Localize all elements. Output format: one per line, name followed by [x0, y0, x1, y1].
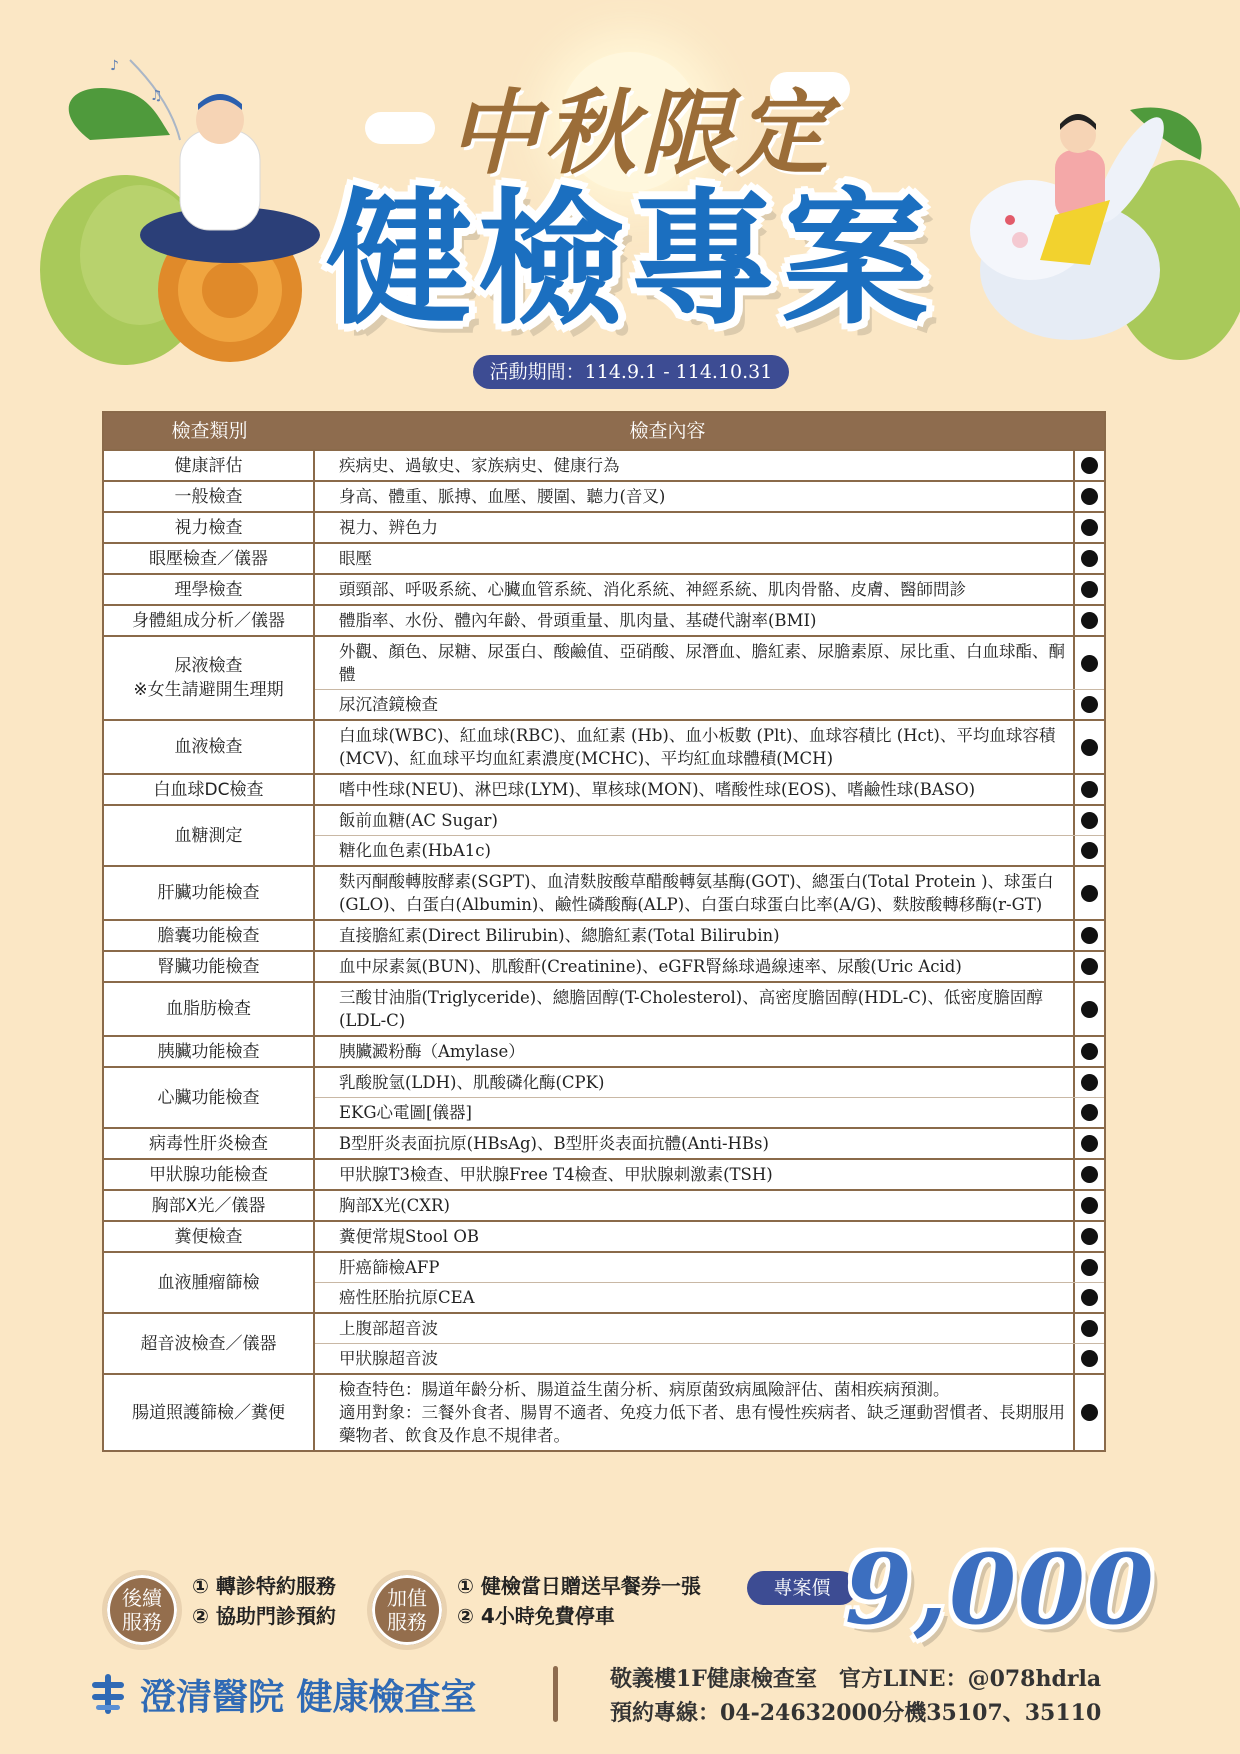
category-label: 身體組成分析／儀器	[132, 610, 285, 631]
list-item	[315, 921, 1104, 950]
item-text: 上腹部超音波	[339, 1319, 438, 1338]
category-label: 健康評估	[174, 455, 243, 476]
category-label: 心臟功能檢查	[157, 1087, 260, 1108]
list-item	[315, 1253, 1104, 1282]
included-cell	[1075, 806, 1104, 835]
list-item	[315, 1343, 1104, 1373]
table-row	[104, 511, 1104, 542]
item-text: 視力、辨色力	[339, 518, 438, 537]
list-item	[315, 637, 1104, 689]
item-content	[315, 836, 1075, 865]
value-service-label: 加值 服務	[387, 1586, 427, 1634]
category-label: 腸道照護篩檢／糞便	[132, 1402, 285, 1423]
item-content	[315, 775, 1075, 804]
value-item: ② 4小時免費停車	[457, 1604, 615, 1628]
item-text: 肝癌篩檢AFP	[339, 1258, 440, 1277]
value-service-list	[457, 1571, 701, 1631]
included-dot-icon	[1081, 1074, 1098, 1091]
list-item	[315, 1097, 1104, 1127]
category-cell	[104, 921, 315, 950]
item-text: 甲狀腺T3檢查、甲狀腺Free T4檢查、甲狀腺刺激素(TSH)	[339, 1165, 773, 1184]
list-item	[315, 451, 1104, 480]
included-dot-icon	[1081, 958, 1098, 975]
header-category: 檢查類別	[171, 420, 248, 442]
category-cell	[104, 1314, 315, 1373]
item-text: 血中尿素氮(BUN)、肌酸酐(Creatinine)、eGFR腎絲球過線速率、尿酸(Uric Acid)	[339, 957, 962, 976]
item-list	[315, 637, 1104, 719]
category-cell	[104, 1068, 315, 1127]
category-label: 血液腫瘤篩檢	[157, 1272, 260, 1293]
item-list	[315, 1314, 1104, 1373]
price-label: 專案價	[747, 1571, 857, 1605]
item-text: 白血球(WBC)、紅血球(RBC)、血紅素 (Hb)、血小板數 (Plt)、血球容積比 (Hct)、平均血球容積(MCV)、紅血球平均血紅素濃度(MCHC)、平均紅血球體積(MCH)	[339, 726, 1056, 768]
pomelo-boy-illustration	[30, 40, 330, 370]
item-list	[315, 867, 1104, 919]
included-dot-icon	[1081, 812, 1098, 829]
included-cell	[1075, 1191, 1104, 1220]
item-text: 嗜中性球(NEU)、淋巴球(LYM)、單核球(MON)、嗜酸性球(EOS)、嗜鹼性球(BASO)	[339, 780, 976, 799]
category-label: 理學檢查	[174, 579, 243, 600]
table-row	[104, 773, 1104, 804]
included-dot-icon	[1081, 550, 1098, 567]
category-cell	[104, 867, 315, 919]
category-label: 尿液檢查 ※女生請避開生理期	[133, 656, 284, 700]
included-cell	[1075, 1068, 1104, 1097]
included-cell	[1075, 1253, 1104, 1282]
category-cell	[104, 721, 315, 773]
included-cell	[1075, 867, 1104, 919]
list-item	[315, 1282, 1104, 1312]
included-dot-icon	[1081, 655, 1098, 672]
table-row	[104, 1066, 1104, 1127]
item-content	[315, 983, 1075, 1035]
included-dot-icon	[1081, 1289, 1098, 1306]
category-label: 胸部X光／儀器	[151, 1195, 266, 1216]
category-cell	[104, 637, 315, 719]
price-value: 9,000	[845, 1533, 1156, 1646]
included-cell	[1075, 482, 1104, 511]
item-text: EKG心電圖[儀器]	[339, 1103, 472, 1122]
category-cell	[104, 544, 315, 573]
hospital-name: 澄清醫院 健康檢查室	[140, 1676, 477, 1718]
hospital-brand	[88, 1666, 477, 1722]
value-item: ① 健檢當日贈送早餐券一張	[457, 1574, 701, 1598]
item-text: 糞便常規Stool OB	[339, 1227, 479, 1246]
included-dot-icon	[1081, 1197, 1098, 1214]
item-content	[315, 606, 1075, 635]
item-list	[315, 544, 1104, 573]
item-content	[315, 1129, 1075, 1158]
included-cell	[1075, 544, 1104, 573]
category-label: 血液檢查	[174, 737, 243, 757]
list-item	[315, 983, 1104, 1035]
category-cell	[104, 1253, 315, 1312]
included-dot-icon	[1081, 696, 1098, 713]
item-content	[315, 544, 1075, 573]
item-content	[315, 867, 1075, 919]
item-list	[315, 1191, 1104, 1220]
contact-line-phone: 預約專線：04-24632000分機35107、35110	[610, 1700, 1102, 1726]
list-item	[315, 1160, 1104, 1189]
followup-item: ② 協助門診預約	[192, 1604, 336, 1628]
item-text: 疾病史、過敏史、家族病史、健康行為	[339, 456, 620, 475]
list-item	[315, 952, 1104, 981]
item-content	[315, 1160, 1075, 1189]
included-dot-icon	[1081, 612, 1098, 629]
included-cell	[1075, 575, 1104, 604]
included-dot-icon	[1081, 1404, 1098, 1421]
included-dot-icon	[1081, 1320, 1098, 1337]
list-item	[315, 1375, 1104, 1450]
followup-service-list	[192, 1571, 336, 1631]
category-cell	[104, 1037, 315, 1066]
event-period-badge: 活動期間：114.9.1 - 114.10.31	[473, 355, 789, 389]
item-text: 胰臟澱粉酶（Amylase）	[339, 1042, 525, 1061]
table-row	[104, 1312, 1104, 1373]
table-row	[104, 804, 1104, 865]
item-content	[315, 637, 1075, 689]
category-label: 腎臟功能檢查	[157, 956, 260, 977]
category-label: 血糖測定	[174, 825, 243, 846]
category-cell	[104, 575, 315, 604]
item-text: 甲狀腺超音波	[339, 1349, 438, 1368]
included-dot-icon	[1081, 519, 1098, 536]
list-item	[315, 1191, 1104, 1220]
item-content	[315, 721, 1075, 773]
item-list	[315, 575, 1104, 604]
table-row	[104, 573, 1104, 604]
category-cell	[104, 806, 315, 865]
table-row	[104, 950, 1104, 981]
item-list	[315, 1129, 1104, 1158]
item-content	[315, 1375, 1075, 1450]
included-dot-icon	[1081, 1001, 1098, 1018]
value-service-badge	[367, 1570, 447, 1650]
item-list	[315, 451, 1104, 480]
category-label: 膽囊功能檢查	[157, 925, 260, 946]
table-row	[104, 1158, 1104, 1189]
table-row	[104, 1220, 1104, 1251]
included-cell	[1075, 606, 1104, 635]
included-cell	[1075, 983, 1104, 1035]
item-text: 三酸甘油脂(Triglyceride)、總膽固醇(T-Cholesterol)、高密度膽固醇(HDL-C)、低密度膽固醇(LDL-C)	[339, 988, 1043, 1030]
item-content	[315, 513, 1075, 542]
included-cell	[1075, 775, 1104, 804]
item-list	[315, 721, 1104, 773]
included-cell	[1075, 1037, 1104, 1066]
item-content	[315, 1253, 1075, 1282]
included-cell	[1075, 1375, 1104, 1450]
category-cell	[104, 952, 315, 981]
included-cell	[1075, 921, 1104, 950]
list-item	[315, 575, 1104, 604]
included-dot-icon	[1081, 781, 1098, 798]
table-row	[104, 1251, 1104, 1312]
svg-text:♫: ♫	[150, 88, 163, 104]
item-content	[315, 952, 1075, 981]
table-row	[104, 1127, 1104, 1158]
item-text: 飯前血糖(AC Sugar)	[339, 811, 498, 830]
category-cell	[104, 513, 315, 542]
item-text: B型肝炎表面抗原(HBsAg)、B型肝炎表面抗體(Anti-HBs)	[339, 1134, 769, 1153]
included-cell	[1075, 1129, 1104, 1158]
category-cell	[104, 1375, 315, 1450]
item-list	[315, 921, 1104, 950]
category-label: 血脂肪檢查	[166, 999, 251, 1019]
item-content	[315, 575, 1075, 604]
included-cell	[1075, 1222, 1104, 1251]
item-content	[315, 806, 1075, 835]
contact-line-location: 敬義樓1F健康檢查室 官方LINE：@078hdrla	[610, 1666, 1102, 1692]
list-item	[315, 1068, 1104, 1097]
item-list	[315, 482, 1104, 511]
category-label: 超音波檢查／儀器	[140, 1333, 277, 1354]
followup-service-label: 後續 服務	[122, 1586, 162, 1634]
item-list	[315, 606, 1104, 635]
list-item	[315, 544, 1104, 573]
item-text: 外觀、顏色、尿糖、尿蛋白、酸鹼值、亞硝酸、尿潛血、膽紅素、尿膽素原、尿比重、白血球酯、酮體	[339, 642, 1065, 684]
category-cell	[104, 983, 315, 1035]
category-label: 眼壓檢查／儀器	[149, 548, 268, 569]
title-main: 健檢專案	[326, 175, 934, 345]
item-text: 胸部X光(CXR)	[339, 1196, 450, 1215]
included-cell	[1075, 1344, 1104, 1373]
list-item	[315, 606, 1104, 635]
category-cell	[104, 606, 315, 635]
included-dot-icon	[1081, 1043, 1098, 1060]
list-item	[315, 1222, 1104, 1251]
included-cell	[1075, 721, 1104, 773]
item-text: 頭頸部、呼吸系統、心臟血管系統、消化系統、神經系統、肌肉骨骼、皮膚、醫師問診	[339, 580, 966, 599]
contact-info	[610, 1662, 1101, 1730]
item-content	[315, 1314, 1075, 1343]
table-row	[104, 1035, 1104, 1066]
category-cell	[104, 1191, 315, 1220]
item-list	[315, 1068, 1104, 1127]
item-content	[315, 921, 1075, 950]
item-list	[315, 1160, 1104, 1189]
category-label: 病毒性肝炎檢查	[149, 1133, 268, 1154]
category-label: 視力檢查	[174, 517, 243, 538]
item-list	[315, 1222, 1104, 1251]
table-row	[104, 542, 1104, 573]
item-list	[315, 806, 1104, 865]
item-content	[315, 1068, 1075, 1097]
included-cell	[1075, 513, 1104, 542]
category-label: 肝臟功能檢查	[157, 883, 260, 903]
included-dot-icon	[1081, 581, 1098, 598]
included-dot-icon	[1081, 1350, 1098, 1367]
table-row	[104, 449, 1104, 480]
item-content	[315, 1222, 1075, 1251]
category-cell	[104, 775, 315, 804]
item-text: 麩丙酮酸轉胺酵素(SGPT)、血清麩胺酸草醋酸轉氨基酶(GOT)、總蛋白(Total Protein )、球蛋白(GLO)、白蛋白(Albumin)、鹼性磷酸酶(ALP)、白蛋白球蛋白比率(A/G)、麩胺酸轉移酶(r-GT)	[339, 872, 1054, 914]
table-header	[104, 413, 1104, 449]
table-row	[104, 635, 1104, 719]
included-dot-icon	[1081, 1135, 1098, 1152]
included-cell	[1075, 690, 1104, 719]
list-item	[315, 1314, 1104, 1343]
included-dot-icon	[1081, 927, 1098, 944]
list-item	[315, 1129, 1104, 1158]
item-list	[315, 1375, 1104, 1450]
category-label: 胰臟功能檢查	[157, 1041, 260, 1062]
category-cell	[104, 482, 315, 511]
title-top: 中秋限定	[447, 79, 832, 187]
included-dot-icon	[1081, 842, 1098, 859]
item-content	[315, 690, 1075, 719]
item-list	[315, 952, 1104, 981]
included-cell	[1075, 952, 1104, 981]
item-content	[315, 482, 1075, 511]
table-row	[104, 981, 1104, 1035]
list-item	[315, 775, 1104, 804]
included-cell	[1075, 451, 1104, 480]
list-item	[315, 482, 1104, 511]
item-content	[315, 1344, 1075, 1373]
checkup-table	[102, 411, 1106, 1452]
item-content	[315, 1283, 1075, 1312]
category-label: 一般檢查	[174, 486, 243, 507]
svg-text:♪: ♪	[110, 58, 119, 74]
table-row	[104, 919, 1104, 950]
item-text: 尿沉渣鏡檢查	[339, 695, 438, 714]
item-text: 體脂率、水份、體內年齡、骨頭重量、肌肉量、基礎代謝率(BMI)	[339, 611, 817, 630]
list-item	[315, 806, 1104, 835]
table-body	[104, 449, 1104, 1450]
item-text: 身高、體重、脈搏、血壓、腰圍、聽力(音叉)	[339, 487, 666, 506]
followup-service-badge	[102, 1570, 182, 1650]
list-item	[315, 721, 1104, 773]
followup-item: ① 轉診特約服務	[192, 1574, 336, 1598]
item-text: 直接膽紅素(Direct Bilirubin)、總膽紅素(Total Bilirubin)	[339, 926, 780, 945]
item-text: 檢查特色：腸道年齡分析、腸道益生菌分析、病原菌致病風險評估、菌相疾病預測。 適用對象：三餐外食者、腸胃不適者、免疫力低下者、患有慢性疾病者、缺乏運動習慣者、長期服用藥物者、飲食及作息不規律者。	[339, 1380, 1065, 1445]
included-cell	[1075, 1283, 1104, 1312]
included-dot-icon	[1081, 1166, 1098, 1183]
included-dot-icon	[1081, 1104, 1098, 1121]
item-list	[315, 513, 1104, 542]
list-item	[315, 835, 1104, 865]
item-list	[315, 983, 1104, 1035]
included-dot-icon	[1081, 885, 1098, 902]
included-cell	[1075, 1160, 1104, 1189]
included-dot-icon	[1081, 457, 1098, 474]
rabbit-girl-illustration	[960, 90, 1240, 380]
header-content: 檢查內容	[629, 420, 706, 442]
item-list	[315, 1253, 1104, 1312]
included-dot-icon	[1081, 488, 1098, 505]
category-label: 甲狀腺功能檢查	[149, 1164, 268, 1185]
category-label: 糞便檢查	[174, 1226, 243, 1247]
included-cell	[1075, 1098, 1104, 1127]
item-content	[315, 451, 1075, 480]
list-item	[315, 867, 1104, 919]
item-list	[315, 775, 1104, 804]
item-text: 癌性胚胎抗原CEA	[339, 1288, 475, 1307]
table-row	[104, 865, 1104, 919]
included-cell	[1075, 637, 1104, 689]
item-list	[315, 1037, 1104, 1066]
item-content	[315, 1191, 1075, 1220]
item-text: 糖化血色素(HbA1c)	[339, 841, 491, 860]
category-cell	[104, 1129, 315, 1158]
category-label: 白血球DC檢查	[153, 779, 264, 800]
table-row	[104, 1189, 1104, 1220]
list-item	[315, 513, 1104, 542]
included-dot-icon	[1081, 1259, 1098, 1276]
item-content	[315, 1037, 1075, 1066]
included-dot-icon	[1081, 1228, 1098, 1245]
item-text: 乳酸脫氫(LDH)、肌酸磷化酶(CPK)	[339, 1073, 605, 1092]
footer-divider	[553, 1666, 558, 1722]
included-cell	[1075, 1314, 1104, 1343]
table-row	[104, 719, 1104, 773]
category-cell	[104, 1160, 315, 1189]
table-row	[104, 604, 1104, 635]
hospital-logo-icon	[88, 1672, 128, 1716]
item-text: 眼壓	[339, 549, 372, 568]
list-item	[315, 689, 1104, 719]
item-content	[315, 1098, 1075, 1127]
category-cell	[104, 451, 315, 480]
included-cell	[1075, 836, 1104, 865]
category-cell	[104, 1222, 315, 1251]
table-row	[104, 480, 1104, 511]
included-dot-icon	[1081, 739, 1098, 756]
list-item	[315, 1037, 1104, 1066]
table-row	[104, 1373, 1104, 1450]
